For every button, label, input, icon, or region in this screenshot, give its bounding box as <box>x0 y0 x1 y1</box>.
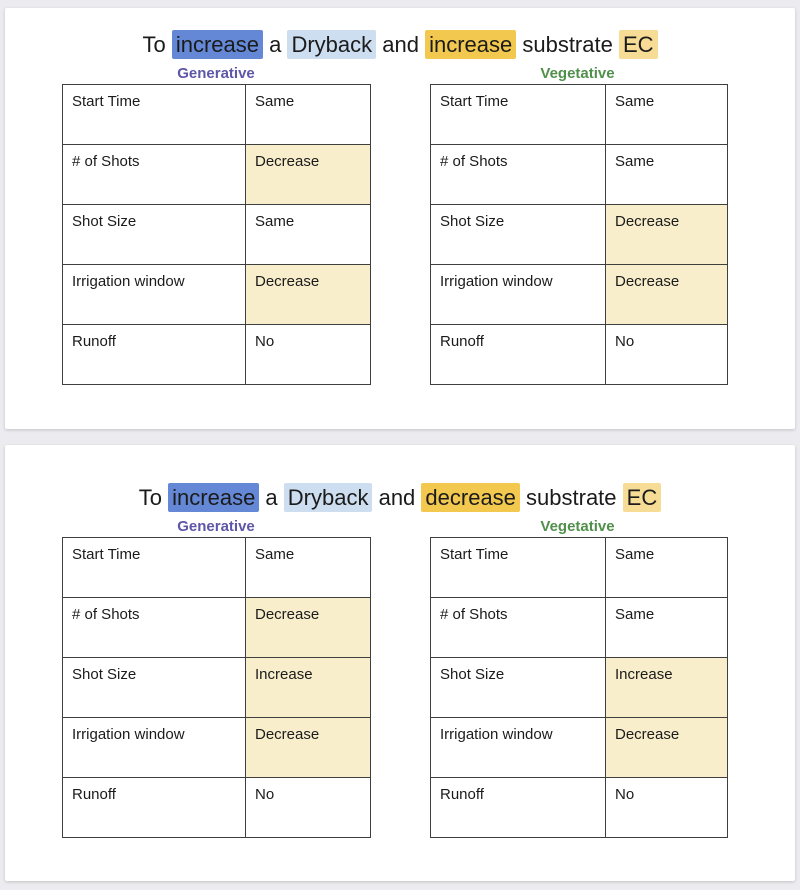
panel-card-increase-ec <box>5 8 795 429</box>
row-label-cell: # of Shots <box>63 145 246 205</box>
generative-table <box>62 537 371 838</box>
row-label-cell: # of Shots <box>63 598 246 658</box>
table-row <box>431 538 728 598</box>
generative-table <box>62 84 371 385</box>
generative-label: Generative <box>177 518 255 535</box>
row-value-cell: No <box>246 325 371 385</box>
row-label-cell: # of Shots <box>431 598 606 658</box>
row-label-cell: Runoff <box>63 325 246 385</box>
table-row <box>63 718 371 778</box>
table-row <box>63 538 371 598</box>
table-labels-row <box>5 64 795 84</box>
title-highlight-increase-dryback: increase <box>172 30 263 59</box>
vegetative-label: Vegetative <box>540 65 615 82</box>
table-row <box>431 325 728 385</box>
title-highlight-dryback: Dryback <box>284 483 373 512</box>
panel-title <box>5 30 795 60</box>
panel-card-decrease-ec <box>5 445 795 881</box>
title-highlight-dryback: Dryback <box>287 30 376 59</box>
row-value-cell: Same <box>606 598 728 658</box>
table-row <box>431 778 728 838</box>
table-row <box>431 658 728 718</box>
title-highlight-ec: EC <box>619 30 658 59</box>
table-row <box>63 598 371 658</box>
table-row <box>63 778 371 838</box>
row-label-cell: Runoff <box>431 325 606 385</box>
row-value-cell: Decrease <box>606 205 728 265</box>
row-value-cell: Same <box>246 205 371 265</box>
table-row <box>63 145 371 205</box>
title-segment: and <box>376 32 426 57</box>
table-row <box>431 718 728 778</box>
row-label-cell: Shot Size <box>63 205 246 265</box>
row-label-cell: Shot Size <box>431 658 606 718</box>
table-row <box>63 325 371 385</box>
title-segment: substrate <box>519 485 623 510</box>
title-segment: To <box>142 32 172 57</box>
row-value-cell: Same <box>606 538 728 598</box>
title-highlight-ec-action: decrease <box>421 483 520 512</box>
row-label-cell: Start Time <box>431 85 606 145</box>
row-value-cell: Same <box>246 85 371 145</box>
table-row <box>63 658 371 718</box>
vegetative-label: Vegetative <box>540 518 615 535</box>
row-label-cell: Start Time <box>63 538 246 598</box>
table-row <box>431 205 728 265</box>
title-highlight-ec: EC <box>623 483 662 512</box>
title-segment: a <box>262 32 288 57</box>
row-label-cell: Irrigation window <box>63 265 246 325</box>
row-value-cell: Decrease <box>246 718 371 778</box>
row-value-cell: No <box>606 325 728 385</box>
row-label-cell: Irrigation window <box>431 718 606 778</box>
tables-row <box>5 84 795 385</box>
row-value-cell: Decrease <box>606 718 728 778</box>
table-row <box>431 598 728 658</box>
title-segment: To <box>138 485 169 510</box>
row-value-cell: Increase <box>246 658 371 718</box>
table-row <box>431 145 728 205</box>
table-row <box>63 265 371 325</box>
row-label-cell: Shot Size <box>63 658 246 718</box>
table-row <box>63 205 371 265</box>
row-value-cell: Decrease <box>246 145 371 205</box>
row-label-cell: Shot Size <box>431 205 606 265</box>
row-label-cell: Start Time <box>63 85 246 145</box>
table-row <box>431 265 728 325</box>
row-label-cell: Irrigation window <box>63 718 246 778</box>
table-labels-row <box>5 517 795 537</box>
generative-label: Generative <box>177 65 255 82</box>
row-value-cell: Same <box>606 85 728 145</box>
row-value-cell: Decrease <box>246 598 371 658</box>
row-label-cell: # of Shots <box>431 145 606 205</box>
row-value-cell: No <box>606 778 728 838</box>
row-value-cell: Same <box>246 538 371 598</box>
title-highlight-increase-dryback: increase <box>168 483 259 512</box>
row-label-cell: Runoff <box>63 778 246 838</box>
row-label-cell: Start Time <box>431 538 606 598</box>
table-row <box>63 85 371 145</box>
title-segment: and <box>372 485 422 510</box>
panel-title <box>5 483 795 513</box>
row-value-cell: Increase <box>606 658 728 718</box>
row-value-cell: Decrease <box>246 265 371 325</box>
vegetative-table <box>430 537 728 838</box>
row-label-cell: Irrigation window <box>431 265 606 325</box>
row-label-cell: Runoff <box>431 778 606 838</box>
vegetative-table <box>430 84 728 385</box>
row-value-cell: Decrease <box>606 265 728 325</box>
title-segment: substrate <box>516 32 619 57</box>
row-value-cell: Same <box>606 145 728 205</box>
tables-row <box>5 537 795 838</box>
title-segment: a <box>259 485 284 510</box>
row-value-cell: No <box>246 778 371 838</box>
title-highlight-ec-action: increase <box>425 30 516 59</box>
table-row <box>431 85 728 145</box>
